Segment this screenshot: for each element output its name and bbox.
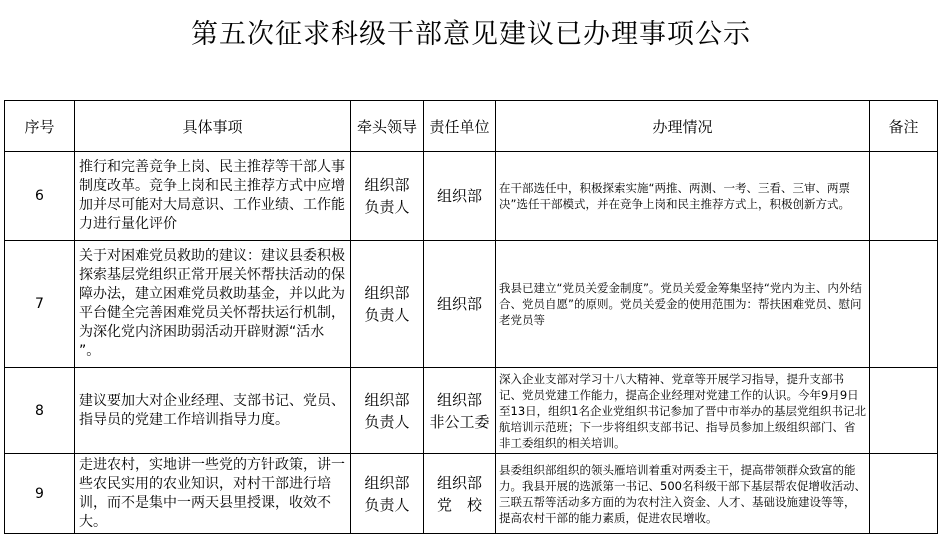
cell-lead [351, 368, 424, 454]
cell-item: 关于对困难党员救助的建议：建议县委积极探索基层党组织正常开展关怀帮扶活动的保障办法，建立困难党员救助基金，并以此为平台健全完善困难党员关怀帮扶运行机制，为深化党内济困助弱活动开辟财源“活水 ”。 [75, 241, 351, 368]
header-remark: 备注 [870, 101, 938, 152]
page-title: 第五次征求科级干部意见建议已办理事项公示 [191, 19, 751, 50]
table-header-row [5, 101, 938, 152]
header-no: 序号 [5, 101, 75, 152]
cell-status: 在干部选任中，积极探索实施“两推、两测、一考、三看、三审、两票决”选任干部模式，并在竞争上岗和民主推荐方式上，积极创新方式。 [496, 152, 870, 241]
cell-status: 深入企业支部对学习十八大精神、党章等开展学习指导，提升支部书记、党员党建工作能力，提高企业经理对党建工作的认识。今年9月9日至13日，组织1名企业党组织书记参加了晋中市举办的基层党组织书记北航培训示范班；下一步将组织支部书记、指导员参加上级组织部门、省非工委组织的相关培训。 [496, 368, 870, 454]
cell-unit [424, 152, 496, 241]
cell-lead [351, 241, 424, 368]
lead-line: 组织部 [364, 176, 410, 194]
cell-lead [351, 454, 424, 534]
unit-line: 非公工委 [429, 412, 490, 431]
cell-item: 推行和完善竞争上岗、民主推荐等干部人事制度改革。竞争上岗和民主推荐方式中应增加并尽可能对大局意识、工作业绩、工作能力进行量化评价 [75, 152, 351, 241]
table-row [5, 241, 938, 368]
table-row [5, 368, 938, 454]
unit-line: 组织部 [436, 390, 482, 409]
lead-line: 组织部 [364, 473, 410, 492]
cell-remark [870, 454, 938, 534]
cell-remark [870, 368, 938, 454]
cell-remark [870, 152, 938, 241]
cell-status: 我县已建立“党员关爱金制度”。党员关爱金筹集坚持“党内为主、内外结合、党员自愿”的原则。党员关爱金的使用范围为：帮扶困难党员、慰问老党员等 [496, 241, 870, 368]
lead-line: 负责人 [364, 198, 410, 216]
cell-unit [424, 368, 496, 454]
lead-line: 负责人 [364, 412, 410, 431]
table-row [5, 454, 938, 534]
unit-line: 组织部 [436, 295, 482, 313]
table-row [5, 152, 938, 241]
notice-table [4, 100, 938, 534]
cell-item: 走进农村，实地讲一些党的方针政策，讲一些农民实用的农业知识，对村干部进行培训，而不是集中一两天县里授课，收效不大。 [75, 454, 351, 534]
cell-no: 9 [5, 454, 75, 534]
header-lead: 牵头领导 [351, 101, 424, 152]
cell-no: 7 [5, 241, 75, 368]
cell-status: 县委组织部组织的领头雁培训着重对两委主干，提高带领群众致富的能力。我县开展的选派第一书记、500名科级干部下基层帮农促增收活动、三联五帮等活动多方面的为农村注入资金、人才、基础设施建设等等，提高农村干部的能力素质，促进农民增收。 [496, 454, 870, 534]
lead-line: 组织部 [364, 284, 410, 302]
cell-no: 6 [5, 152, 75, 241]
header-status: 办理情况 [496, 101, 870, 152]
cell-unit [424, 241, 496, 368]
cell-lead [351, 152, 424, 241]
header-unit: 责任单位 [424, 101, 496, 152]
unit-line: 组织部 [436, 187, 482, 205]
lead-line: 组织部 [364, 390, 410, 409]
cell-unit [424, 454, 496, 534]
unit-line: 党 校 [436, 495, 482, 514]
cell-remark [870, 241, 938, 368]
unit-line: 组织部 [436, 473, 482, 492]
cell-no: 8 [5, 368, 75, 454]
lead-line: 负责人 [364, 306, 410, 324]
header-item: 具体事项 [75, 101, 351, 152]
cell-item: 建议要加大对企业经理、支部书记、党员、指导员的党建工作培训指导力度。 [75, 368, 351, 454]
lead-line: 负责人 [364, 495, 410, 514]
